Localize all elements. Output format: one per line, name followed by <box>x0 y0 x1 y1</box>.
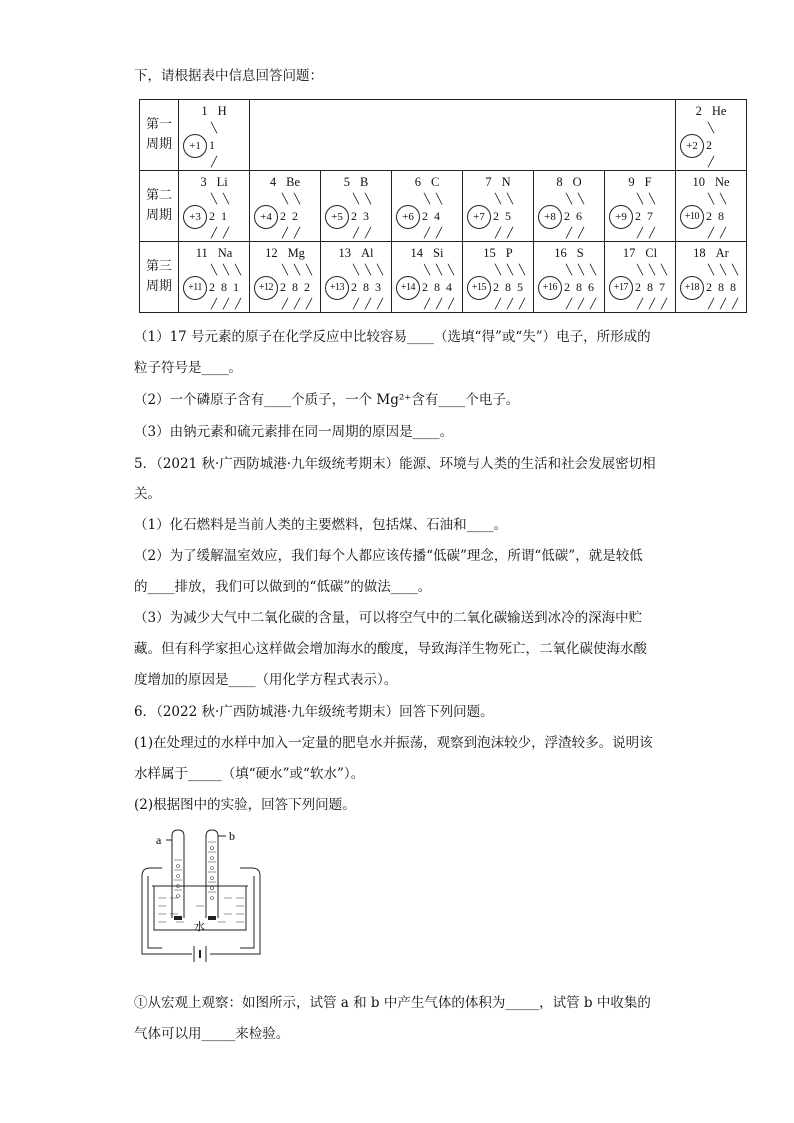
q6-line-1: 6．（2022 秋·广西防城港·九年级统考期末）回答下列问题。 <box>134 704 494 720</box>
element-cell-Ne: 10 Ne +10 ╲ 2 ╱ ╲ 8 ╱ <box>676 171 747 242</box>
period-row-3 <box>140 242 747 313</box>
atom-diagram-C: +6 ╲ 2 ╱ ╲ 4 ╱ <box>396 195 458 239</box>
atom-diagram-Si: +14 ╲ 2 ╱ ╲ 8 ╱ ╲ 4 ╱ <box>396 266 458 310</box>
atom-diagram-N: +7 ╲ 2 ╱ ╲ 5 ╱ <box>467 195 529 239</box>
q5-line-4: （2）为了缓解温室效应，我们每个人都应该传播“低碳”理念，所谓“低碳”，就是较低 <box>134 548 643 564</box>
q4-line-2: 粒子符号是____。 <box>134 360 242 376</box>
q5-line-7: 藏。但有科学家担心这样做会增加海水的酸度，导致海洋生物死亡，二氧化碳使海水酸 <box>134 641 647 657</box>
atom-diagram-Ne: +10 ╲ 2 ╱ ╲ 8 ╱ <box>680 195 742 239</box>
atom-diagram-Mg: +12 ╲ 2 ╱ ╲ 8 ╱ ╲ 2 ╱ <box>254 266 316 310</box>
q5-line-5: 的____排放，我们可以做到的“低碳”的做法____。 <box>134 579 432 595</box>
element-cell-H: 1 H +1 ╲ 1 ╱ <box>179 100 250 171</box>
element-cell-P: 15 P +15 ╲ 2 ╱ ╲ 8 ╱ ╲ 5 ╱ <box>463 242 534 313</box>
period-label-2: 第二 周期 <box>140 171 179 242</box>
q4-line-4: （3）由钠元素和硫元素排在同一周期的原因是____。 <box>134 424 454 440</box>
atom-diagram-Na: +11 ╲ 2 ╱ ╲ 8 ╱ ╲ 1 ╱ <box>183 266 245 310</box>
atom-diagram-F: +9 ╲ 2 ╱ ╲ 7 ╱ <box>609 195 671 239</box>
q5-line-6: （3）为减少大气中二氧化碳的含量，可以将空气中的二氧化碳输送到冰冷的深海中贮 <box>134 610 643 626</box>
q5-line-1: 5．（2021 秋·广西防城港·九年级统考期末）能源、环境与人类的生活和社会发展密切相 <box>134 456 656 472</box>
period-label-1: 第一 周期 <box>140 100 179 171</box>
element-cell-S: 16 S +16 ╲ 2 ╱ ╲ 8 ╱ ╲ 6 ╱ <box>534 242 605 313</box>
atom-diagram-H: +1 ╲ 1 ╱ <box>183 124 245 168</box>
atom-diagram-Ar: +18 ╲ 2 ╱ ╲ 8 ╱ ╲ 8 ╱ <box>680 266 742 310</box>
element-cell-C: 6 C +6 ╲ 2 ╱ ╲ 4 ╱ <box>392 171 463 242</box>
element-cell-O: 8 O +8 ╲ 2 ╱ ╲ 6 ╱ <box>534 171 605 242</box>
atom-diagram-S: +16 ╲ 2 ╱ ╲ 8 ╱ ╲ 6 ╱ <box>538 266 600 310</box>
atom-diagram-B: +5 ╲ 2 ╱ ╲ 3 ╱ <box>325 195 387 239</box>
period-row-2 <box>140 171 747 242</box>
atom-diagram-He: +2 ╲ 2 ╱ <box>680 124 742 168</box>
electrolysis-apparatus-figure <box>136 826 266 978</box>
element-cell-N: 7 N +7 ╲ 2 ╱ ╲ 5 ╱ <box>463 171 534 242</box>
q5-line-3: （1）化石燃料是当前人类的主要燃料，包括煤、石油和____。 <box>134 517 508 533</box>
element-cell-Be: 4 Be +4 ╲ 2 ╱ ╲ 2 ╱ <box>250 171 321 242</box>
q4-line-1: （1）17 号元素的原子在化学反应中比较容易____（选填“得”或“失”）电子，所形成的 <box>134 329 651 345</box>
atom-diagram-Cl: +17 ╲ 2 ╱ ╲ 8 ╱ ╲ 7 ╱ <box>609 266 671 310</box>
element-cell-Si: 14 Si +14 ╲ 2 ╱ ╲ 8 ╱ ╲ 4 ╱ <box>392 242 463 313</box>
q4-line-3: （2）一个磷原子含有____个质子，一个 Mg²⁺含有____个电子。 <box>134 392 520 408</box>
element-cell-Na: 11 Na +11 ╲ 2 ╱ ╲ 8 ╱ ╲ 1 ╱ <box>179 242 250 313</box>
element-cell-B: 5 B +5 ╲ 2 ╱ ╲ 3 ╱ <box>321 171 392 242</box>
q6-tail-line-1: ①从宏观上观察：如图所示，试管 a 和 b 中产生气体的体积为_____，试管 b 中收集的 <box>134 995 651 1011</box>
element-cell-Li: 3 Li +3 ╲ 2 ╱ ╲ 1 ╱ <box>179 171 250 242</box>
element-cell-Ar: 18 Ar +18 ╲ 2 ╱ ╲ 8 ╱ ╲ 8 ╱ <box>676 242 747 313</box>
atom-diagram-Al: +13 ╲ 2 ╱ ╲ 8 ╱ ╲ 3 ╱ <box>325 266 387 310</box>
period-row-1 <box>140 100 747 171</box>
q6-line-4: (2)根据图中的实验，回答下列问题。 <box>134 797 356 813</box>
atom-diagram-O: +8 ╲ 2 ╱ ╲ 6 ╱ <box>538 195 600 239</box>
atom-diagram-Li: +3 ╲ 2 ╱ ╲ 1 ╱ <box>183 195 245 239</box>
q5-line-2: 关。 <box>134 486 161 502</box>
period-label-3: 第三 周期 <box>140 242 179 313</box>
label-a: a <box>156 833 162 847</box>
element-cell-F: 9 F +9 ╲ 2 ╱ ╲ 7 ╱ <box>605 171 676 242</box>
periodic-table <box>139 99 747 313</box>
label-water: 水 <box>194 920 205 933</box>
atom-diagram-P: +15 ╲ 2 ╱ ╲ 8 ╱ ╲ 5 ╱ <box>467 266 529 310</box>
element-cell-He: 2 He +2 ╲ 2 ╱ <box>676 100 747 171</box>
q6-line-3: 水样属于_____（填“硬水”或“软水”）。 <box>134 766 365 782</box>
element-cell-Mg: 12 Mg +12 ╲ 2 ╱ ╲ 8 ╱ ╲ 2 ╱ <box>250 242 321 313</box>
q6-tail-line-2: 气体可以用_____来检验。 <box>134 1026 290 1042</box>
label-b: b <box>229 829 235 843</box>
atom-diagram-Be: +4 ╲ 2 ╱ ╲ 2 ╱ <box>254 195 316 239</box>
element-cell-Cl: 17 Cl +17 ╲ 2 ╱ ╲ 8 ╱ ╲ 7 ╱ <box>605 242 676 313</box>
q6-line-2: (1)在处理过的水样中加入一定量的肥皂水并振荡，观察到泡沫较少，浮渣较多。说明该 <box>134 735 653 751</box>
intro-text: 下，请根据表中信息回答问题： <box>134 68 323 84</box>
q5-line-8: 度增加的原因是____（用化学方程式表示）。 <box>134 672 398 688</box>
element-cell-Al: 13 Al +13 ╲ 2 ╱ ╲ 8 ╱ ╲ 3 ╱ <box>321 242 392 313</box>
